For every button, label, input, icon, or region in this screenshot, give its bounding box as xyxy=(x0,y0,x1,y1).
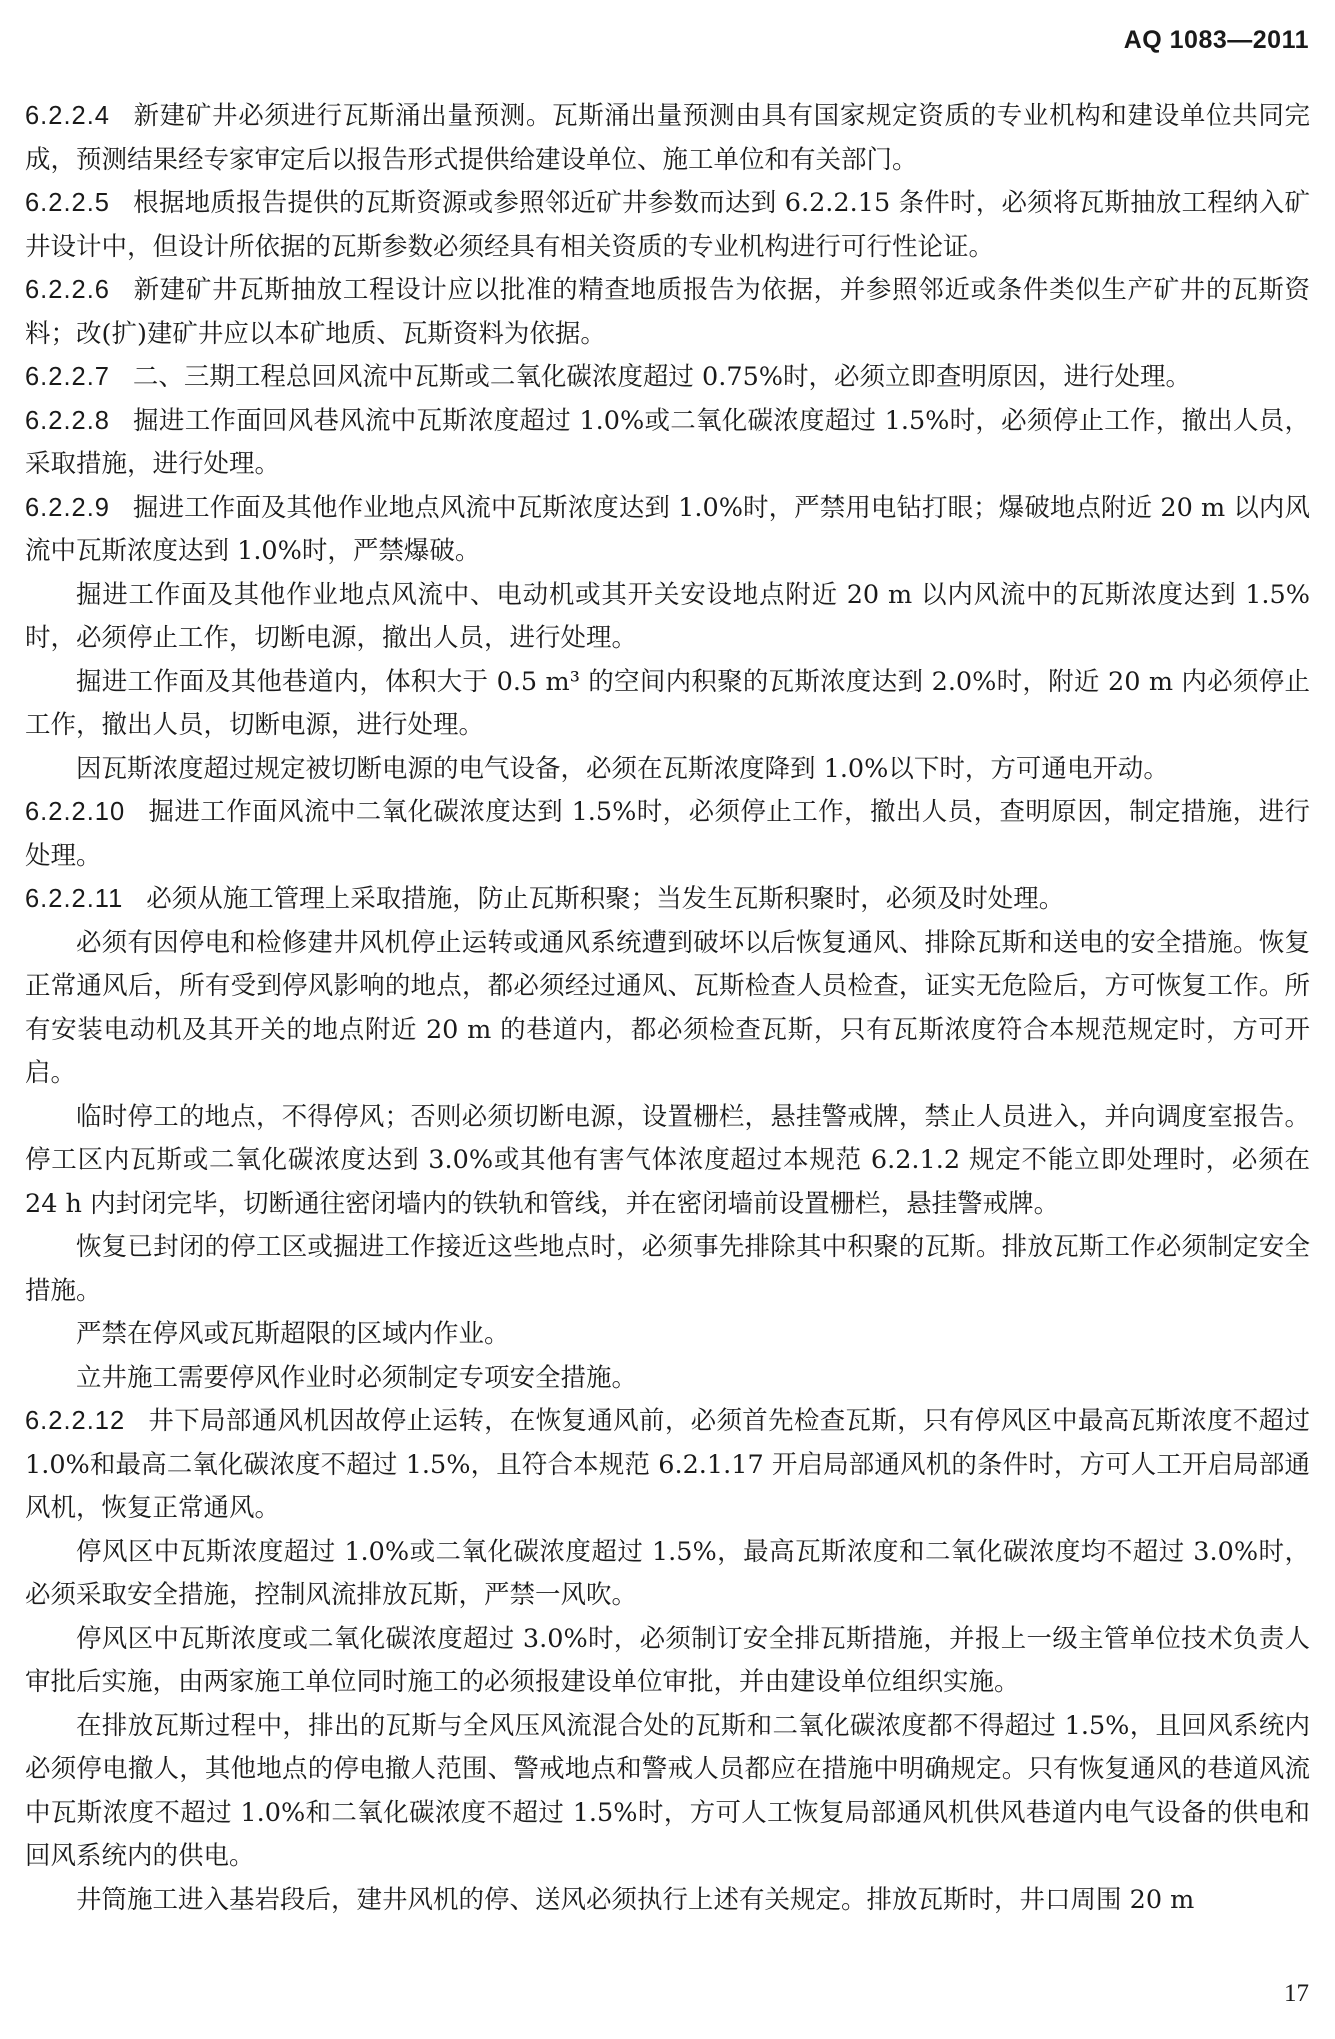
clause-paragraph xyxy=(25,878,1310,922)
paragraph-text: 因瓦斯浓度超过规定被切断电源的电气设备，必须在瓦斯浓度降到 1.0%以下时，方可通电开动。 xyxy=(76,753,1169,784)
continuation-paragraph xyxy=(25,1226,1310,1313)
paragraph-text: 立井施工需要停风作业时必须制定专项安全措施。 xyxy=(76,1362,638,1393)
clause-number: 6.2.2.5 xyxy=(25,189,110,217)
paragraph-text: 恢复已封闭的停工区或掘进工作接近这些地点时，必须事先排除其中积聚的瓦斯。排放瓦斯工作必须制定安全措施。 xyxy=(25,1232,1310,1306)
clause-paragraph xyxy=(25,400,1310,487)
page-number: 17 xyxy=(1284,1980,1309,2007)
paragraph-text: 根据地质报告提供的瓦斯资源或参照邻近矿井参数而达到 6.2.2.15 条件时，必须将瓦斯抽放工程纳入矿井设计中，但设计所依据的瓦斯参数必须经具有相关资质的专业机构进行可行性论证。 xyxy=(25,188,1310,262)
clause-number: 6.2.2.8 xyxy=(25,406,110,435)
clause-paragraph xyxy=(25,182,1310,269)
clause-number: 6.2.2.12 xyxy=(25,1407,126,1435)
paragraph-text: 掘进工作面及其他作业地点风流中瓦斯浓度达到 1.0%时，严禁用电钻打眼；爆破地点附近 20 m 以内风流中瓦斯浓度达到 1.0%时，严禁爆破。 xyxy=(25,492,1310,566)
paragraph-text: 井筒施工进入基岩段后，建井风机的停、送风必须执行上述有关规定。排放瓦斯时，井口周围 20 m xyxy=(76,1884,1195,1915)
paragraph-text: 新建矿井必须进行瓦斯涌出量预测。瓦斯涌出量预测由具有国家规定资质的专业机构和建设单位共同完成，预测结果经专家审定后以报告形式提供给建设单位、施工单位和有关部门。 xyxy=(25,101,1310,175)
continuation-paragraph xyxy=(25,748,1310,792)
paragraph-text: 掘进工作面回风巷风流中瓦斯浓度超过 1.0%或二氧化碳浓度超过 1.5%时，必须停止工作，撤出人员，采取措施，进行处理。 xyxy=(25,405,1310,479)
continuation-paragraph xyxy=(25,1531,1310,1618)
clause-number: 6.2.2.7 xyxy=(25,363,110,391)
paragraph-text: 掘进工作面及其他作业地点风流中、电动机或其开关安设地点附近 20 m 以内风流中的瓦斯浓度达到 1.5%时，必须停止工作，切断电源，撤出人员，进行处理。 xyxy=(25,579,1310,653)
body-text xyxy=(25,95,1310,1922)
paragraph-text: 掘进工作面及其他巷道内，体积大于 0.5 m³ 的空间内积聚的瓦斯浓度达到 2.0%时，附近 20 m 内必须停止工作，撤出人员，切断电源，进行处理。 xyxy=(25,666,1310,740)
paragraph-text: 掘进工作面风流中二氧化碳浓度达到 1.5%时，必须停止工作，撤出人员，查明原因，制定措施，进行处理。 xyxy=(25,797,1310,871)
continuation-paragraph xyxy=(25,661,1310,748)
continuation-paragraph xyxy=(25,574,1310,661)
paragraph-text: 必须从施工管理上采取措施，防止瓦斯积聚；当发生瓦斯积聚时，必须及时处理。 xyxy=(146,884,1065,914)
paragraph-text: 停风区中瓦斯浓度超过 1.0%或二氧化碳浓度超过 1.5%，最高瓦斯浓度和二氧化碳浓度均不超过 3.0%时，必须采取安全措施，控制风流排放瓦斯，严禁一风吹。 xyxy=(25,1536,1310,1610)
clause-paragraph xyxy=(25,269,1310,356)
continuation-paragraph xyxy=(25,1313,1310,1357)
continuation-paragraph xyxy=(25,1879,1310,1923)
paragraph-text: 严禁在停风或瓦斯超限的区域内作业。 xyxy=(76,1319,510,1349)
clause-number: 6.2.2.9 xyxy=(25,493,110,522)
standard-code-header: AQ 1083—2011 xyxy=(1123,26,1309,54)
clause-paragraph xyxy=(25,791,1310,878)
clause-number: 6.2.2.11 xyxy=(25,885,124,913)
clause-paragraph xyxy=(25,1400,1310,1531)
clause-paragraph xyxy=(25,356,1310,400)
paragraph-text: 停风区中瓦斯浓度或二氧化碳浓度超过 3.0%时，必须制订安全排瓦斯措施，并报上一级主管单位技术负责人审批后实施，由两家施工单位同时施工的必须报建设单位审批，并由建设单位组织实施。 xyxy=(25,1623,1310,1697)
continuation-paragraph xyxy=(25,1705,1310,1879)
paragraph-text: 二、三期工程总回风流中瓦斯或二氧化碳浓度超过 0.75%时，必须立即查明原因，进行处理。 xyxy=(132,362,1192,392)
clause-paragraph xyxy=(25,487,1310,574)
clause-number: 6.2.2.4 xyxy=(25,102,110,130)
paragraph-text: 在排放瓦斯过程中，排出的瓦斯与全风压风流混合处的瓦斯和二氧化碳浓度都不得超过 1.5%，且回风系统内必须停电撤人，其他地点的停电撤人范围、警戒地点和警戒人员都应在措施中明确规定。只有恢复通风的巷道风流中瓦斯浓度不超过 1.0%和二氧化碳浓度不超过 1.5%时，方可人工恢复局部通风机供风巷道内电气设备的供电和回风系统内的供电。 xyxy=(25,1710,1310,1871)
clause-number: 6.2.2.10 xyxy=(25,798,126,826)
continuation-paragraph xyxy=(25,1618,1310,1705)
continuation-paragraph xyxy=(25,1096,1310,1227)
clause-number: 6.2.2.6 xyxy=(25,276,110,304)
paragraph-text: 必须有因停电和检修建井风机停止运转或通风系统遭到破坏以后恢复通风、排除瓦斯和送电的安全措施。恢复正常通风后，所有受到停风影响的地点，都必须经过通风、瓦斯检查人员检查，证实无危险后，方可恢复工作。所有安装电动机及其开关的地点附近 20 m 的巷道内，都必须检查瓦斯，只有瓦斯浓度符合本规范规定时，方可开启。 xyxy=(25,927,1310,1088)
clause-paragraph xyxy=(25,95,1310,182)
continuation-paragraph xyxy=(25,1357,1310,1401)
paragraph-text: 临时停工的地点，不得停风；否则必须切断电源，设置栅栏，悬挂警戒牌，禁止人员进入，并向调度室报告。停工区内瓦斯或二氧化碳浓度达到 3.0%或其他有害气体浓度超过本规范 6.2.1.2 规定不能立即处理时，必须在 24 h 内封闭完毕，切断通往密闭墙内的铁轨和管线，并在密闭墙前设置栅栏，悬挂警戒牌。 xyxy=(25,1101,1310,1219)
continuation-paragraph xyxy=(25,922,1310,1096)
paragraph-text: 井下局部通风机因故停止运转，在恢复通风前，必须首先检查瓦斯，只有停风区中最高瓦斯浓度不超过 1.0%和最高二氧化碳浓度不超过 1.5%，且符合本规范 6.2.1.17 开启局部通风机的条件时，方可人工开启局部通风机，恢复正常通风。 xyxy=(25,1406,1310,1523)
paragraph-text: 新建矿井瓦斯抽放工程设计应以批准的精查地质报告为依据，并参照邻近或条件类似生产矿井的瓦斯资料；改(扩)建矿井应以本矿地质、瓦斯资料为依据。 xyxy=(25,275,1310,349)
